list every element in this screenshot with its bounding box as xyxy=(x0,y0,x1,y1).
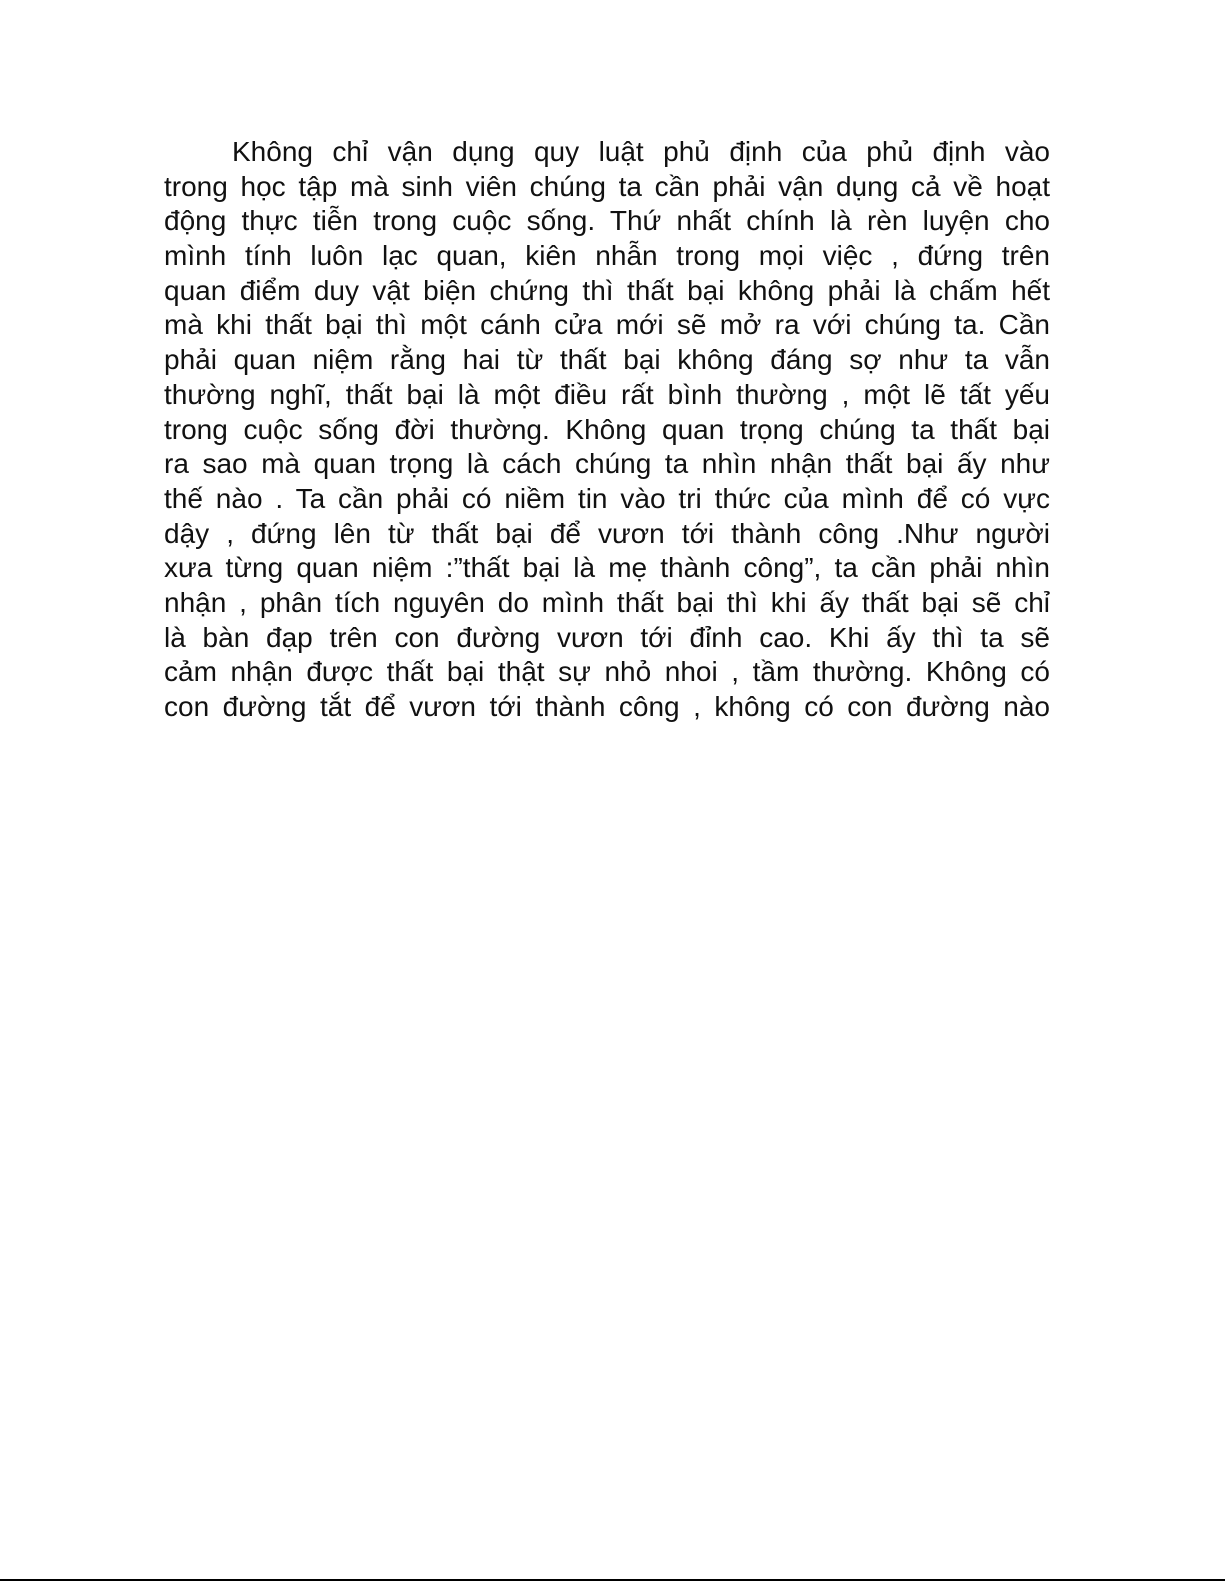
paragraph-line-8: thường nghĩ, thất bại là một điều rất bình thường , một lẽ tất yếu xyxy=(164,378,1050,410)
paragraph-line-14: nhận , phân tích nguyên do mình thất bại thì khi ấy thất bại sẽ chỉ xyxy=(164,586,1050,618)
paragraph-line-9: trong cuộc sống đời thường. Không quan trọng chúng ta thất bại xyxy=(164,413,1050,445)
paragraph-line-6: mà khi thất bại thì một cánh cửa mới sẽ mở ra với chúng ta. Cần xyxy=(164,309,1050,341)
paragraph-line-16: cảm nhận được thất bại thật sự nhỏ nhoi , tầm thường. Không có xyxy=(164,656,1050,688)
paragraph-line-7: phải quan niệm rằng hai từ thất bại không đáng sợ như ta vẫn xyxy=(164,344,1050,376)
paragraph-line-4: mình tính luôn lạc quan, kiên nhẫn trong mọi việc , đứng trên xyxy=(164,240,1050,272)
paragraph-line-1: Không chỉ vận dụng quy luật phủ định của phủ định vào xyxy=(232,136,1050,167)
paragraph-line-17: con đường tắt để vươn tới thành công , không có con đường nào xyxy=(164,691,1050,722)
paragraph-line-11: thế nào . Ta cần phải có niềm tin vào tri thức của mình để có vực xyxy=(164,482,1050,514)
paragraph-line-3: động thực tiễn trong cuộc sống. Thứ nhất chính là rèn luyện cho xyxy=(164,205,1050,237)
paragraph-line-2: trong học tập mà sinh viên chúng ta cần phải vận dụng cả về hoạt xyxy=(164,170,1050,202)
page-bottom-rule xyxy=(0,1579,1225,1581)
paragraph-line-12: dậy , đứng lên từ thất bại để vươn tới thành công .Như người xyxy=(164,517,1050,549)
paragraph-line-10: ra sao mà quan trọng là cách chúng ta nhìn nhận thất bại ấy như xyxy=(164,448,1050,480)
paragraph-line-13: xưa từng quan niệm :”thất bại là mẹ thành công”, ta cần phải nhìn xyxy=(164,552,1050,584)
paragraph-line-15: là bàn đạp trên con đường vươn tới đỉnh cao. Khi ấy thì ta sẽ xyxy=(164,621,1050,653)
paragraph-line-5: quan điểm duy vật biện chứng thì thất bại không phải là chấm hết xyxy=(164,274,1050,306)
body-paragraph xyxy=(164,135,1050,747)
